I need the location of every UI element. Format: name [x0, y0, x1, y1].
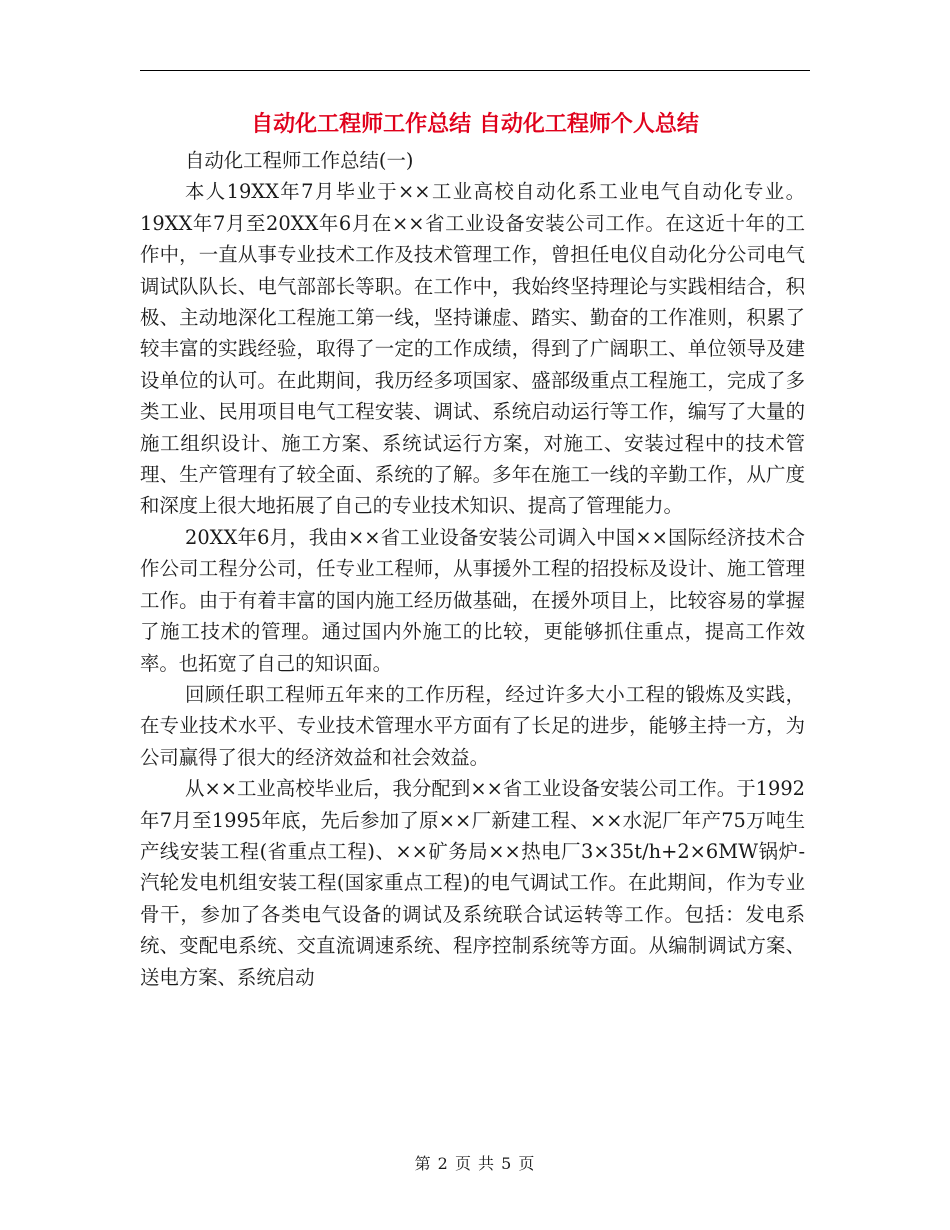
page-footer: 第 2 页 共 5 页: [414, 1154, 536, 1173]
paragraph-4: 从××工业高校毕业后，我分配到××省工业设备安装公司工作。于1992年7月至1995年底，先后参加了原××厂新建工程、××水泥厂年产75万吨生产线安装工程(省重点工程)、××矿务局××热电厂3×35t/h+2×6MW锅炉-汽轮发电机组安装工程(国家重点工程)的电气调试工作。在此期间，作为专业骨干，参加了各类电气设备的调试及系统联合试运转等工作。包括：发电系统、变配电系统、交直流调速系统、程序控制系统等方面。从编制调试方案、送电方案、系统启动: [140, 777, 805, 989]
paragraph-2: 20XX年6月，我由××省工业设备安装公司调入中国××国际经济技术合作公司工程分公司，任专业工程师，从事援外工程的招投标及设计、施工管理工作。由于有着丰富的国内施工经历做基础，在援外项目上，比较容易的掌握了施工技术的管理。通过国内外施工的比较，更能够抓住重点，提高工作效率。也拓宽了自己的知识面。: [140, 525, 805, 675]
header-rule: [140, 70, 810, 71]
section-heading: 自动化工程师工作总结(一): [185, 149, 414, 172]
document-title: 自动化工程师工作总结 自动化工程师个人总结: [251, 112, 699, 137]
paragraph-3: 回顾任职工程师五年来的工作历程，经过许多大小工程的锻炼及实践，在专业技术水平、专业技术管理水平方面有了长足的进步，能够主持一方，为公司赢得了很大的经济效益和社会效益。: [140, 682, 805, 769]
document-body: [140, 145, 805, 993]
paragraph-1: 本人19XX年7月毕业于××工业高校自动化系工业电气自动化专业。19XX年7月至20XX年6月在××省工业设备安装公司工作。在这近十年的工作中，一直从事专业技术工作及技术管理工作，曾担任电仪自动化分公司电气调试队队长、电气部部长等职。在工作中，我始终坚持理论与实践相结合，积极、主动地深化工程施工第一线，坚持谦虚、踏实、勤奋的工作准则，积累了较丰富的实践经验，取得了一定的工作成绩，得到了广阔职工、单位领导及建设单位的认可。在此期间，我历经多项国家、盛部级重点工程施工，完成了多类工业、民用项目电气工程安装、调试、系统启动运行等工作，编写了大量的施工组织设计、施工方案、系统试运行方案，对施工、安装过程中的技术管理、生产管理有了较全面、系统的了解。多年在施工一线的辛勤工作，从广度和深度上很大地拓展了自己的专业技术知识、提高了管理能力。: [140, 180, 805, 518]
